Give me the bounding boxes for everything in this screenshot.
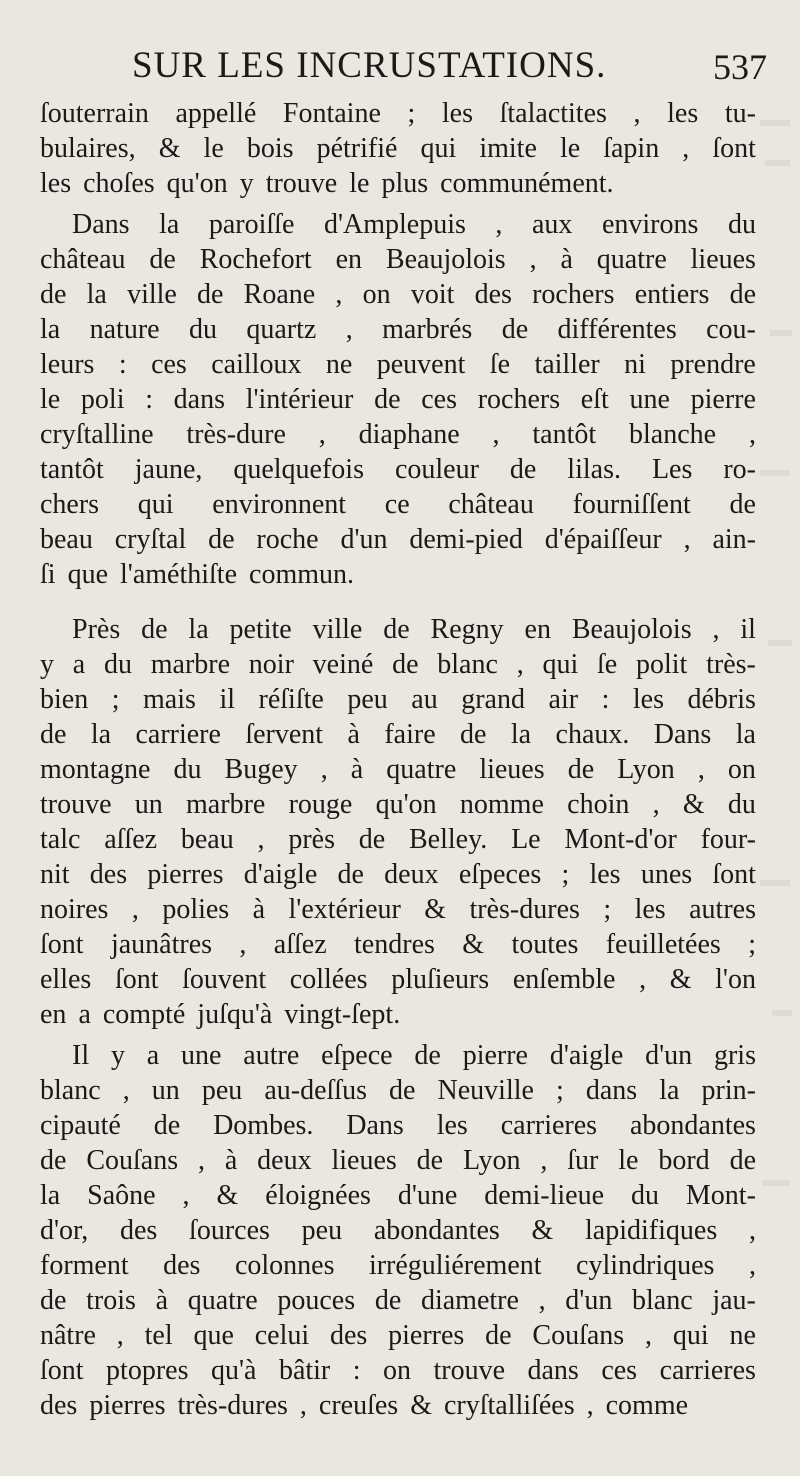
text-line: blanc , un peu au-deſſus de Neuville ; dans la prin- [40, 1075, 756, 1106]
text-line: ſouterrain appellé Fontaine ; les ſtalactites , les tu- [40, 98, 756, 129]
page-header [132, 44, 767, 96]
text-line: cipauté de Dombes. Dans les carrieres abondantes [40, 1110, 756, 1141]
text-line: tantôt jaune, quelquefois couleur de lilas. Les ro- [40, 454, 756, 485]
paragraph [40, 1038, 756, 1423]
text-line: de la carriere ſervent à faire de la chaux. Dans la [40, 719, 756, 750]
text-line: chers qui environnent ce château fourniſſent de [40, 489, 756, 520]
text-line: forment des colonnes irréguliérement cylindriques , [40, 1250, 756, 1281]
paragraph [40, 207, 756, 592]
paragraph [40, 96, 756, 201]
text-line: ſi que l'améthiſte commun. [40, 559, 355, 590]
paragraph [40, 612, 756, 1032]
text-line: beau cryſtal de roche d'un demi-pied d'épaiſſeur , ain- [40, 524, 756, 555]
text-line: montagne du Bugey , à quatre lieues de Lyon , on [40, 754, 756, 785]
text-line: trouve un marbre rouge qu'on nomme choin , & du [40, 789, 756, 820]
text-line: y a du marbre noir veiné de blanc , qui ſe polit très- [40, 649, 756, 680]
text-line: de trois à quatre pouces de diametre , d'un blanc jau- [40, 1285, 756, 1316]
text-line: de Couſans , à deux lieues de Lyon , ſur le bord de [40, 1145, 756, 1176]
text-line: nit des pierres d'aigle de deux eſpeces ; les unes ſont [40, 859, 756, 890]
text-line: de la ville de Roane , on voit des rochers entiers de [40, 279, 756, 310]
text-line: d'or, des ſources peu abondantes & lapidifiques , [40, 1215, 756, 1246]
text-line: château de Rochefort en Beaujolois , à quatre lieues [40, 244, 756, 275]
text-line: Près de la petite ville de Regny en Beaujolois , il [72, 614, 756, 645]
text-line: des pierres très-dures , creuſes & cryſtalliſées , comme [40, 1390, 689, 1421]
text-line: le poli : dans l'intérieur de ces rochers eſt une pierre [40, 384, 756, 415]
text-line: ſont ptopres qu'à bâtir : on trouve dans ces carrieres [40, 1355, 756, 1386]
text-line: Il y a une autre eſpece de pierre d'aigle d'un gris [72, 1040, 756, 1071]
text-line: en a compté juſqu'à vingt-ſept. [40, 999, 401, 1030]
text-line: elles ſont ſouvent collées pluſieurs enſemble , & l'on [40, 964, 756, 995]
text-line: nâtre , tel que celui des pierres de Couſans , qui ne [40, 1320, 756, 1351]
body-text [40, 96, 756, 1423]
text-line: la nature du quartz , marbrés de différentes cou- [40, 314, 756, 345]
running-title: SUR LES INCRUSTATIONS. [132, 45, 607, 86]
text-line: cryſtalline très-dure , diaphane , tantôt blanche , [40, 419, 756, 450]
text-line: leurs : ces cailloux ne peuvent ſe tailler ni prendre [40, 349, 756, 380]
text-line: bien ; mais il réſiſte peu au grand air : les débris [40, 684, 756, 715]
text-line: talc aſſez beau , près de Belley. Le Mont-d'or four- [40, 824, 756, 855]
page-number: 537 [713, 47, 767, 87]
text-line: Dans la paroiſſe d'Amplepuis , aux environs du [72, 209, 756, 240]
text-line: bulaires, & le bois pétrifié qui imite le ſapin , ſont [40, 133, 756, 164]
text-line: ſont jaunâtres , aſſez tendres & toutes feuilletées ; [40, 929, 756, 960]
text-line: la Saône , & éloignées d'une demi-lieue du Mont- [40, 1180, 756, 1211]
text-line: les choſes qu'on y trouve le plus communément. [40, 168, 614, 199]
text-line: noires , polies à l'extérieur & très-dures ; les autres [40, 894, 756, 925]
